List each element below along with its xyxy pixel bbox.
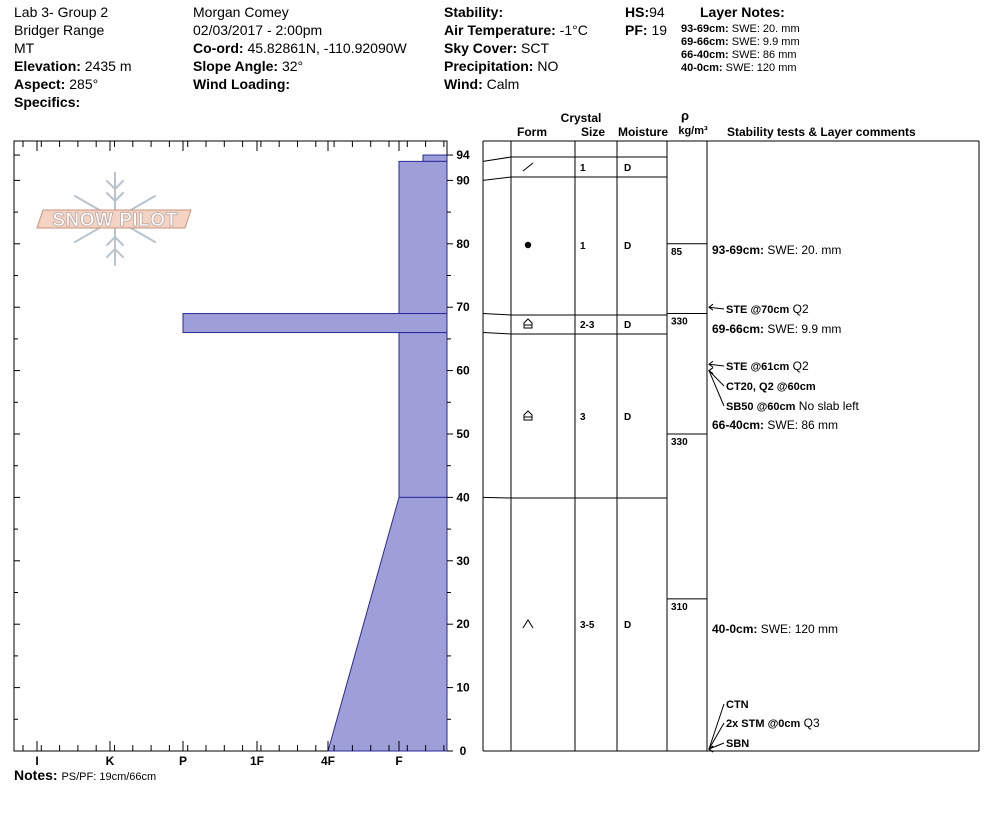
y-tick-label: 60 — [456, 363, 470, 378]
stability-test: CT20, Q2 @60cm — [726, 381, 816, 393]
faceted-icon — [523, 620, 533, 628]
layer-table — [483, 141, 979, 751]
header-rho: ρ — [680, 108, 690, 123]
x-tick-label: P — [178, 754, 188, 768]
wind-loading: Wind Loading: — [193, 76, 291, 92]
observer-name: Morgan Comey — [193, 4, 289, 20]
depth-connector — [483, 177, 511, 180]
observation-datetime: 02/03/2017 - 2:00pm — [193, 22, 323, 38]
stability-test: 2x STM @0cm Q3 — [726, 716, 820, 730]
x-tick-label: F — [395, 754, 403, 768]
y-tick-label: 20 — [456, 617, 470, 632]
snowpilot-logo — [37, 173, 191, 265]
stability-tests — [709, 302, 859, 752]
precipitation: Precipitation: NO — [444, 58, 559, 74]
density-value: 330 — [671, 437, 688, 448]
depth-hoar-icon — [524, 319, 532, 328]
notes — [14, 766, 156, 784]
hardness-bar — [399, 333, 447, 498]
hardness-profile — [183, 155, 447, 751]
layer-comment: 69-66cm: SWE: 9.9 mm — [712, 322, 842, 336]
location-line1: Lab 3- Group 2 — [14, 4, 109, 20]
moisture: D — [624, 620, 632, 631]
header-size: Size — [580, 125, 606, 139]
crystal-size: 2-3 — [580, 320, 595, 331]
air-temperature: Air Temperature: -1°C — [444, 22, 588, 38]
depth-connector — [483, 333, 511, 334]
crystal-size: 1 — [580, 241, 586, 252]
notes-label: Notes: — [14, 767, 58, 783]
layer-comments — [712, 243, 841, 636]
y-tick-label: 80 — [456, 236, 470, 251]
density-value: 85 — [671, 246, 683, 258]
y-tick-label: 70 — [456, 300, 470, 315]
logo-text: SNOW PILOT — [52, 210, 178, 231]
coordinates: Co-ord: 45.82861N, -110.92090W — [193, 40, 407, 56]
decomposing-icon — [523, 163, 533, 171]
test-arrow-line — [709, 371, 724, 406]
stability: Stability: — [444, 4, 504, 20]
header-crystal: Crystal — [560, 111, 602, 125]
depth-connector — [483, 314, 511, 315]
crystal-size: 3-5 — [580, 620, 595, 631]
hs: HS:94 — [625, 4, 665, 20]
layer-comment: 93-69cm: SWE: 20. mm — [712, 243, 842, 257]
density-value: 310 — [671, 601, 688, 613]
hardness-bar — [328, 497, 447, 751]
y-tick-label: 90 — [456, 173, 470, 188]
depth-connector — [483, 497, 511, 498]
hardness-bar — [399, 161, 447, 313]
header-density-unit: kg/m³ — [678, 125, 708, 137]
moisture: D — [624, 412, 632, 423]
y-tick-label: 50 — [456, 427, 470, 441]
moisture: D — [624, 163, 632, 174]
y-tick-label: 40 — [456, 490, 470, 505]
layer-note: 66-40cm: SWE: 86 mm — [681, 49, 797, 61]
density-values — [667, 244, 707, 613]
density-value: 330 — [671, 316, 688, 328]
moisture: D — [624, 320, 632, 331]
layer-note: 69-66cm: SWE: 9.9 mm — [681, 36, 800, 48]
y-tick-label: 94 — [456, 148, 470, 163]
pf: PF: 19 — [625, 22, 668, 38]
y-tick-label: 0 — [459, 744, 467, 758]
stability-test: SBN — [726, 738, 750, 750]
location-line2: Bridger Range — [14, 22, 105, 38]
header-comments: Stability tests & Layer comments — [727, 125, 916, 139]
notes-text: PS/PF: 19cm/66cm — [61, 771, 157, 783]
crystal-size: 1 — [580, 163, 586, 174]
x-tick-label: K — [105, 754, 115, 768]
moisture: D — [624, 241, 632, 252]
slope-angle: Slope Angle: 32° — [193, 58, 304, 74]
y-tick-label: 10 — [456, 680, 470, 695]
crystal-size: 3 — [580, 412, 586, 423]
elevation: Elevation: 2435 m — [14, 58, 132, 74]
sky-cover: Sky Cover: SCT — [444, 40, 550, 56]
wind: Wind: Calm — [444, 76, 520, 92]
x-tick-label: 1F — [249, 754, 265, 768]
layer-notes-title: Layer Notes: — [700, 4, 785, 20]
stability-test: STE @61cm Q2 — [726, 359, 809, 373]
layer-comment: 66-40cm: SWE: 86 mm — [712, 418, 839, 432]
depth-hoar-icon — [524, 411, 532, 420]
aspect: Aspect: 285° — [14, 76, 99, 92]
layer-comment: 40-0cm: SWE: 120 mm — [712, 622, 839, 636]
layer-note: 40-0cm: SWE: 120 mm — [681, 62, 797, 74]
layer-cells — [523, 163, 631, 631]
hardness-bar — [423, 155, 447, 161]
x-tick-label: I — [35, 754, 39, 768]
specifics: Specifics: — [14, 94, 81, 110]
rounded-grain-icon — [525, 242, 531, 248]
y-tick-label: 30 — [456, 553, 470, 568]
header-form: Form — [517, 125, 547, 139]
stability-test: CTN — [726, 699, 749, 711]
stability-test: SB50 @60cm No slab left — [726, 399, 859, 413]
stability-test: STE @70cm Q2 — [726, 302, 809, 316]
header-moisture: Moisture — [617, 125, 669, 139]
layer-note: 93-69cm: SWE: 20. mm — [681, 23, 800, 35]
location-line3: MT — [14, 40, 35, 56]
x-tick-label: 4F — [320, 754, 336, 768]
depth-connector — [483, 157, 511, 161]
hardness-bar — [183, 314, 447, 333]
